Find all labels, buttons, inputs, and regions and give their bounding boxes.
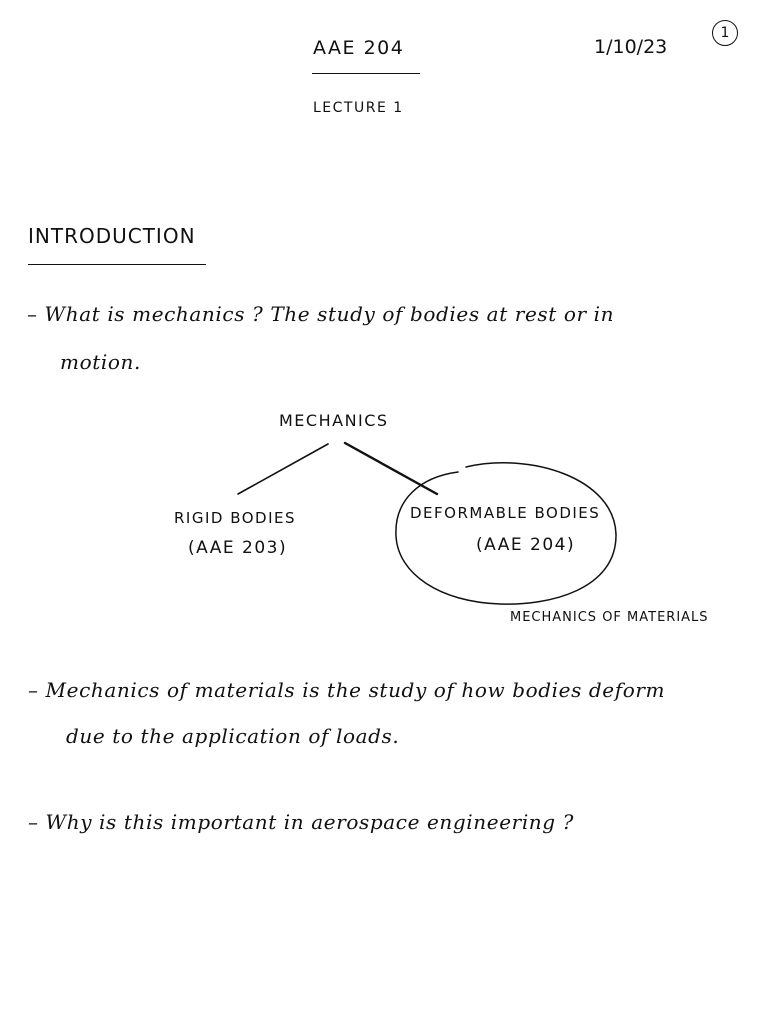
deformable-bodies-course: (AAE 204) [476, 535, 576, 555]
deformable-circle [396, 463, 616, 604]
deformable-bodies-label: DEFORMABLE BODIES [410, 504, 601, 522]
diagram-root-label: MECHANICS [279, 411, 389, 430]
page-number: 1 [712, 20, 738, 46]
rigid-bodies-course: (AAE 203) [188, 538, 288, 558]
branch-line-rigid [238, 444, 328, 494]
branch-line-deformable [345, 443, 437, 494]
note-mechanics-question: – What is mechanics ? The study of bodies at rest or in [27, 302, 615, 326]
note-mechanics-question-continued: motion. [60, 350, 141, 374]
lecture-date: 1/10/23 [594, 36, 668, 58]
rigid-bodies-label: RIGID BODIES [174, 509, 297, 527]
mechanics-of-materials-caption: MECHANICS OF MATERIALS [510, 610, 709, 625]
note-materials-definition: – Mechanics of materials is the study of how bodies deform [28, 678, 666, 702]
note-aerospace-question: – Why is this important in aerospace engineering ? [28, 810, 574, 834]
lecture-label: LECTURE 1 [313, 100, 404, 116]
course-title-underline [312, 73, 420, 74]
section-heading: INTRODUCTION [28, 224, 196, 248]
course-title: AAE 204 [313, 37, 405, 59]
note-materials-definition-continued: due to the application of loads. [66, 724, 400, 748]
section-heading-underline [28, 264, 206, 265]
